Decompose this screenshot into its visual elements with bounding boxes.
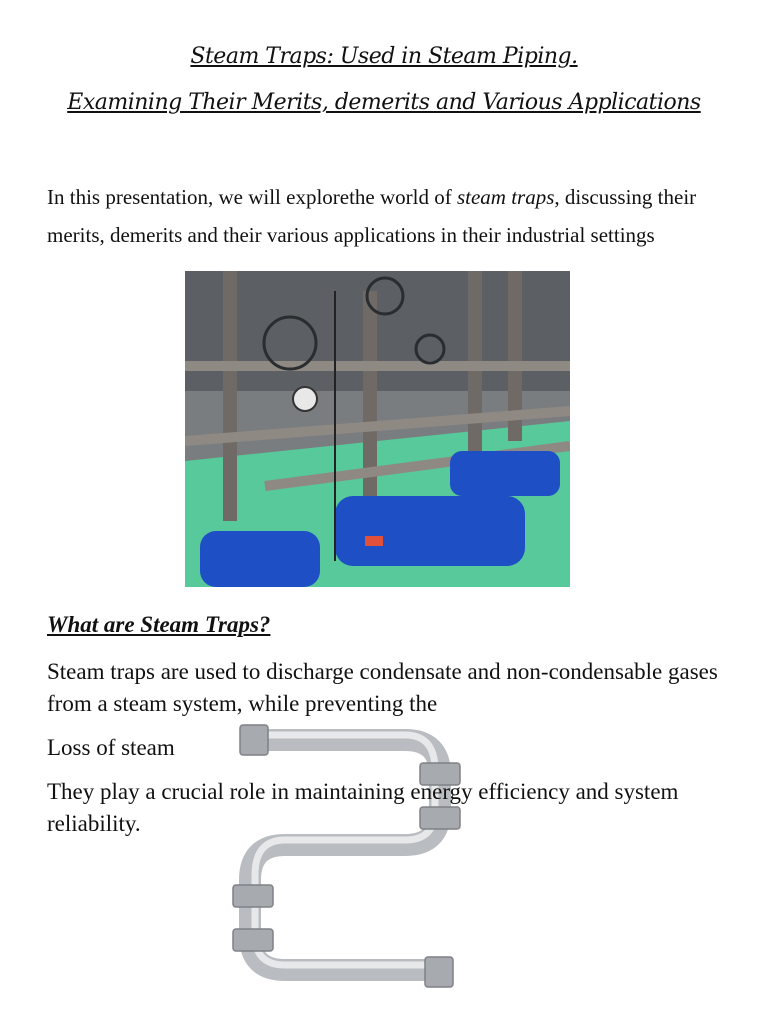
steam-piping-photo — [185, 271, 570, 587]
document-subtitle: Examining Their Merits, demerits and Various Applications — [67, 90, 701, 115]
intro-text-start: In this presentation, we will explorethe world of — [47, 185, 457, 209]
definition-continuation: Loss of steam — [47, 735, 175, 760]
document-title: Steam Traps: Used in Steam Piping. — [190, 44, 578, 69]
intro-paragraph — [47, 178, 727, 254]
intro-emphasis: steam traps — [456, 185, 555, 209]
section-heading: What are Steam Traps? — [47, 612, 271, 637]
intro-text-end: , discussing their merits, demerits and their various applications in their industrial settings — [47, 185, 697, 247]
definition-paragraph: Steam traps are used to discharge condensate and non-condensable gases from a steam system, while preventing the — [47, 659, 718, 716]
importance-paragraph: They play a crucial role in maintaining energy efficiency and system reliability. — [47, 779, 679, 836]
